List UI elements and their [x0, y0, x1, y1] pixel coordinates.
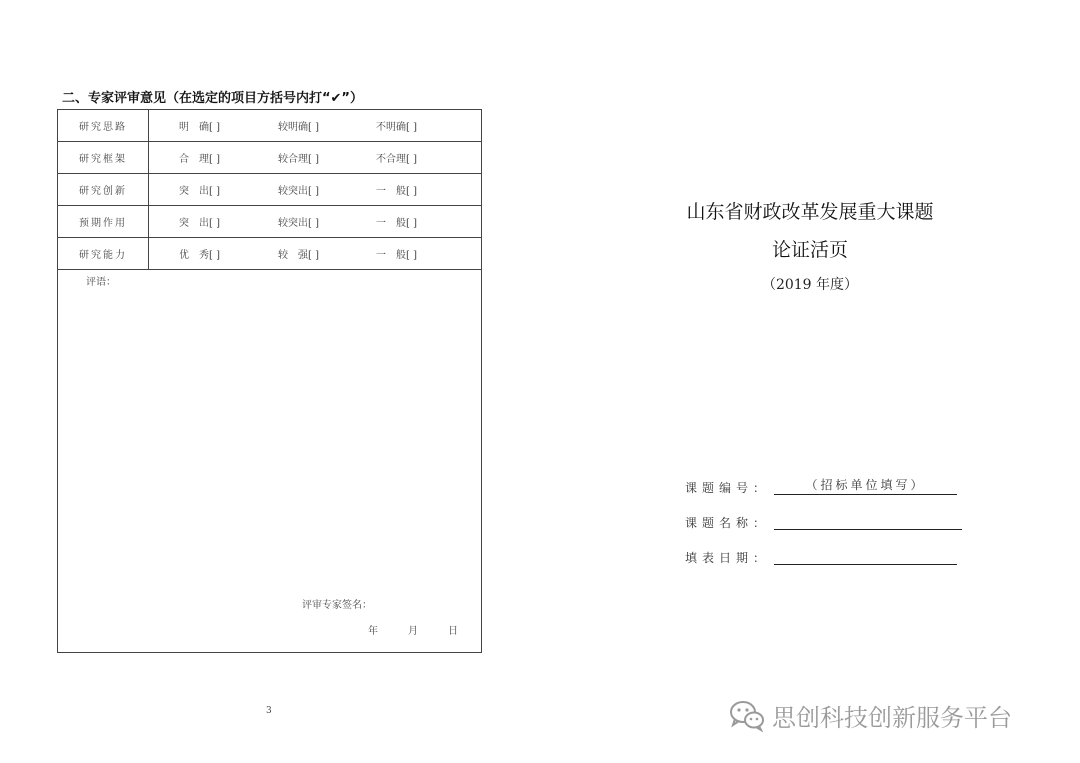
wechat-icon — [728, 698, 766, 732]
topic-number-input[interactable]: （招标单位填写） — [774, 477, 957, 495]
watermark — [728, 698, 1012, 732]
comment-label: 评语： — [86, 277, 116, 288]
document-year: （2019 年度） — [761, 277, 859, 293]
option-cell[interactable]: 一 般[ ] — [376, 250, 417, 261]
option-cell[interactable]: 突 出[ ] — [179, 186, 220, 197]
date-day: 日 — [448, 626, 458, 637]
option-cell[interactable]: 一 般[ ] — [376, 218, 417, 229]
field-label: 填表日期： — [685, 551, 771, 565]
option-cell[interactable]: 不明确[ ] — [376, 122, 417, 133]
option-cell[interactable]: 较突出[ ] — [278, 186, 319, 197]
sign-date — [368, 622, 458, 637]
fill-date-input[interactable] — [774, 547, 957, 565]
option-cell[interactable]: 较突出[ ] — [278, 218, 319, 229]
date-year: 年 — [368, 626, 378, 637]
option-cell[interactable]: 明 确[ ] — [179, 122, 220, 133]
field-label: 课题编号： — [685, 481, 771, 495]
row-label: 预期作用 — [58, 206, 149, 237]
table-row — [58, 110, 481, 142]
row-label: 研究框架 — [58, 142, 149, 173]
document-title: 山东省财政改革发展重大课题 — [686, 201, 934, 223]
table-row — [58, 142, 481, 174]
table-row — [58, 206, 481, 238]
option-cell[interactable]: 不合理[ ] — [376, 154, 417, 165]
option-cell[interactable]: 较合理[ ] — [278, 154, 319, 165]
row-label: 研究思路 — [58, 110, 149, 141]
row-label: 研究创新 — [58, 174, 149, 205]
page-number: 3 — [266, 706, 272, 716]
field-label: 课题名称： — [685, 516, 771, 530]
section-title: 二、专家评审意见（在选定的项目方括号内打“✔”） — [62, 91, 363, 106]
document-subtitle: 论证活页 — [771, 239, 848, 261]
table-row — [58, 238, 481, 270]
topic-name-input[interactable] — [774, 512, 962, 530]
watermark-text: 思创科技创新服务平台 — [772, 703, 1012, 732]
date-month: 月 — [408, 626, 418, 637]
review-table — [57, 109, 482, 653]
signer-label: 评审专家签名： — [302, 600, 372, 611]
option-cell[interactable]: 较 强[ ] — [278, 250, 319, 261]
option-cell[interactable]: 突 出[ ] — [179, 218, 220, 229]
table-row — [58, 174, 481, 206]
option-cell[interactable]: 一 般[ ] — [376, 186, 417, 197]
option-cell[interactable]: 优 秀[ ] — [179, 250, 220, 261]
row-label: 研究能力 — [58, 238, 149, 269]
option-cell[interactable]: 较明确[ ] — [278, 122, 319, 133]
option-cell[interactable]: 合 理[ ] — [179, 154, 220, 165]
